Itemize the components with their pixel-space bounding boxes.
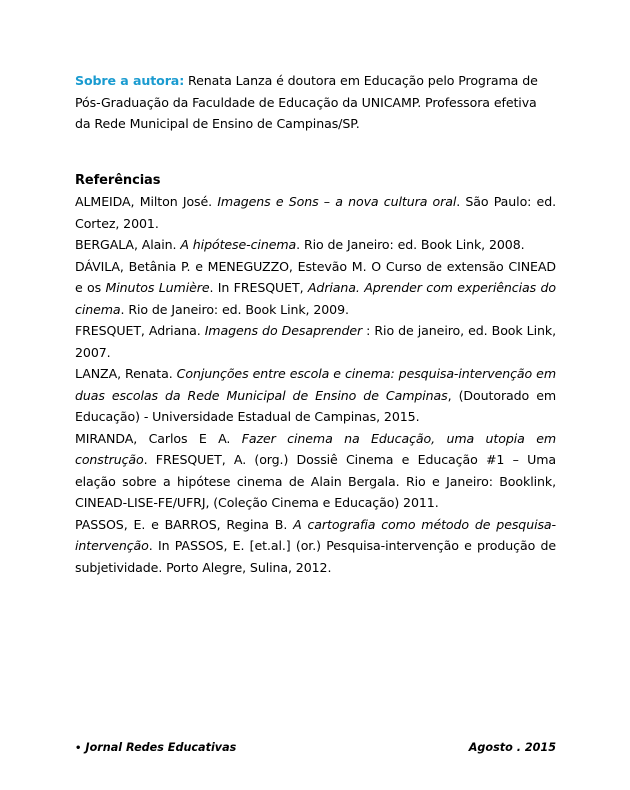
- reference-text: . Rio de Janeiro: ed. Book Link, 2008.: [296, 237, 525, 252]
- reference-item: [75, 256, 556, 321]
- reference-title: Minutos Lumière: [105, 280, 210, 295]
- reference-text: . Rio de Janeiro: ed. Book Link, 2009.: [120, 301, 349, 317]
- page-footer: [75, 741, 556, 754]
- reference-title: Adriana. Aprender com experiências do cinema: [75, 280, 556, 317]
- reference-item: [75, 428, 556, 514]
- bullet-icon: •: [75, 743, 82, 754]
- reference-title: Imagens do Desaprender: [204, 323, 363, 338]
- reference-text: ALMEIDA, Milton José.: [75, 194, 218, 209]
- references-heading: Referências: [75, 172, 161, 188]
- reference-title: Conjunções entre escola e cinema: pesquisa-intervenção em duas escolas da Rede Municipal de Ensino de Campinas: [75, 366, 556, 403]
- reference-item: [75, 320, 556, 363]
- footer-journal: [75, 741, 236, 754]
- reference-title: Imagens e Sons – a nova cultura oral: [217, 194, 457, 209]
- reference-text: . In FRESQUET,: [209, 280, 308, 295]
- page-content: [75, 70, 556, 578]
- reference-item: [75, 363, 556, 428]
- author-note: [75, 70, 556, 135]
- reference-text: . São Paulo: ed. Cortez, 2001.: [75, 194, 557, 231]
- reference-item: [75, 514, 556, 579]
- reference-item: [75, 191, 556, 234]
- reference-text: FRESQUET, Adriana.: [75, 323, 205, 338]
- reference-text: BERGALA, Alain.: [75, 237, 181, 252]
- author-note-text: Renata Lanza é doutora em Educação pelo Programa de Pós-Graduação da Faculdade de Educação da UNICAMP. Professora efetiva da Rede Municipal de Ensino de Campinas/SP.: [75, 73, 538, 131]
- reference-title: A hipótese-cinema: [180, 237, 297, 252]
- reference-text: , (Doutorado em Educação) - Universidade Estadual de Campinas, 2015.: [75, 387, 557, 424]
- reference-text: PASSOS, E. e BARROS, Regina B.: [75, 516, 294, 532]
- reference-text: LANZA, Renata.: [75, 366, 177, 381]
- reference-title: A cartografia como método de pesquisa-intervenção: [75, 516, 556, 553]
- reference-text: DÁVILA, Betânia P. e MENEGUZZO, Estevão M. O Curso de extensão CINEAD e os: [75, 258, 556, 295]
- author-note-label: Sobre a autora:: [75, 73, 185, 88]
- reference-text: MIRANDA, Carlos E A.: [75, 430, 242, 446]
- footer-journal-name: Jornal Redes Educativas: [85, 741, 237, 754]
- reference-text: : Rio de janeiro, ed. Book Link, 2007.: [75, 323, 556, 360]
- reference-text: . In PASSOS, E. [et.al.] (or.) Pesquisa-intervenção e produção de subjetividade. Porto Alegre, Sulina, 2012.: [75, 538, 556, 575]
- reference-text: . FRESQUET, A. (org.) Dossiê Cinema e Educação #1 – Uma elação sobre a hipótese cinema de Alain Bergala. Rio e Janeiro: Booklink, CINEAD-LISE-FE/UFRJ, (Coleção Cinema e Educação) 2011.: [75, 452, 556, 510]
- reference-title: Fazer cinema na Educação, uma utopia em construção: [75, 430, 557, 467]
- footer-date: Agosto . 2015: [468, 741, 556, 754]
- reference-item: [75, 234, 556, 256]
